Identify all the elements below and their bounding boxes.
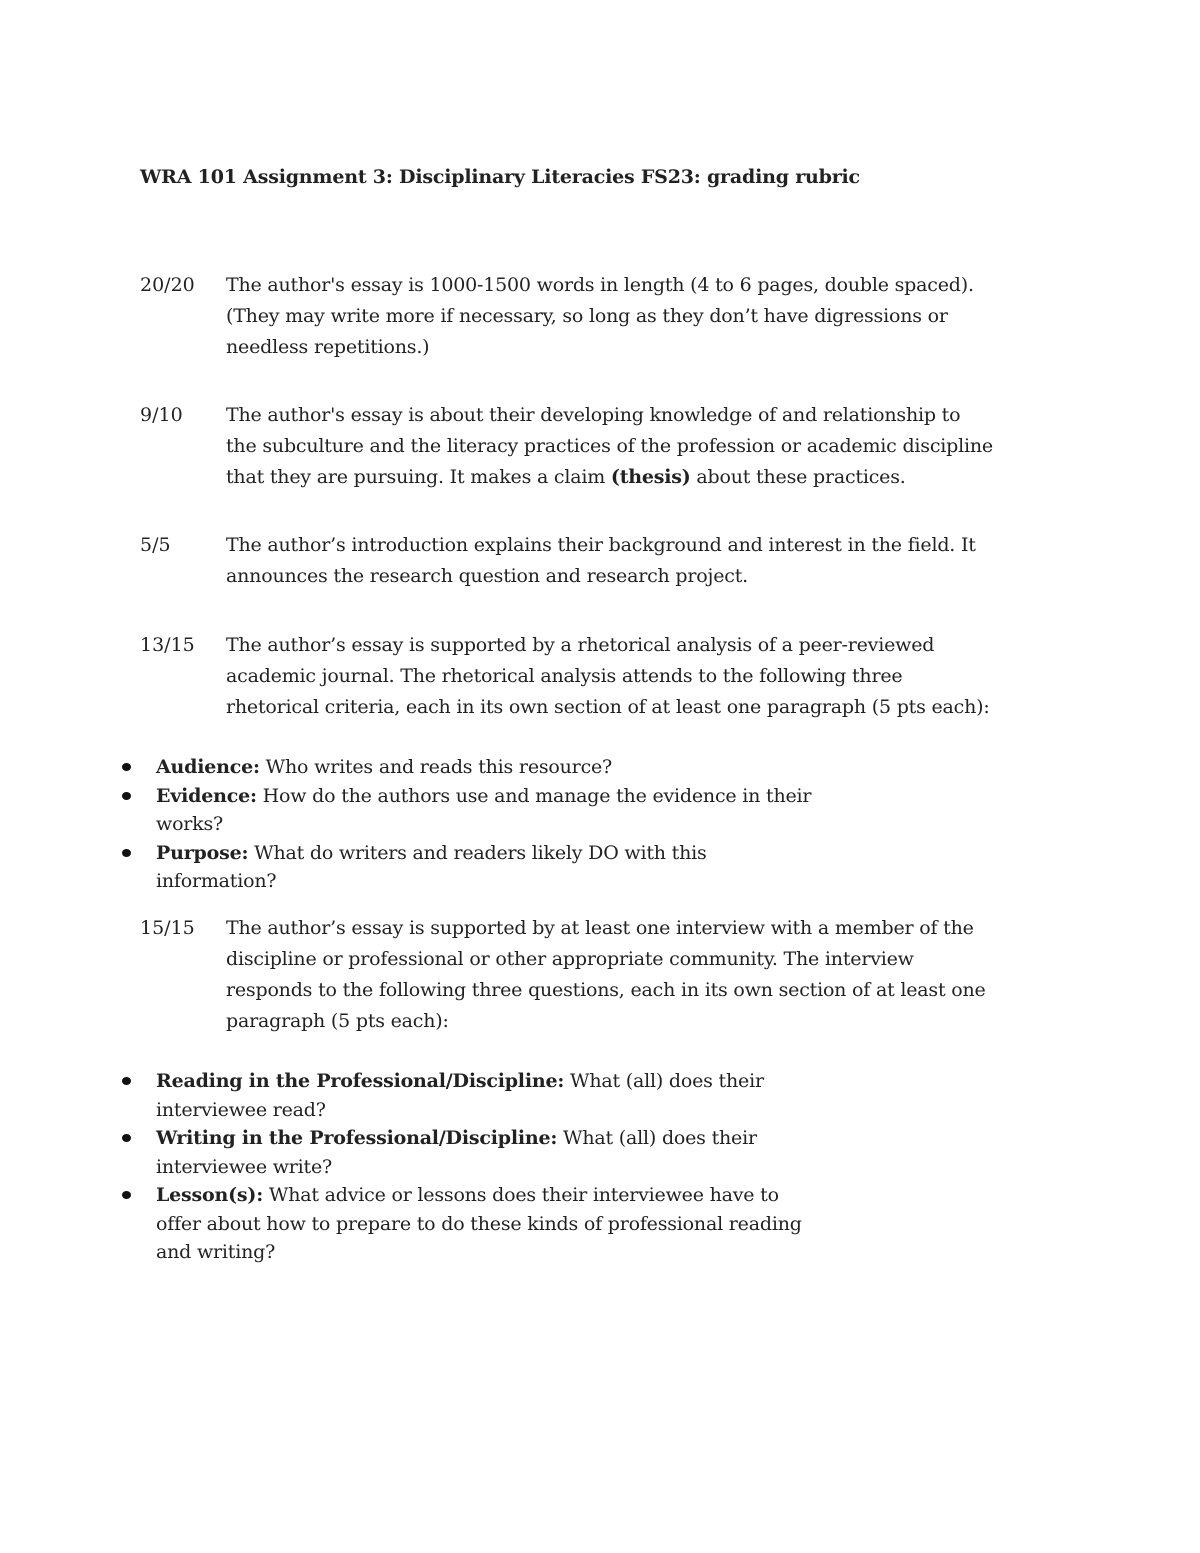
list-item [120, 1181, 820, 1267]
criteria-list [120, 753, 820, 896]
bullet-icon [122, 1134, 131, 1142]
criterion-text: The author's essay is about their developing knowledge of and relationship to the subculture and the literacy practices of the profession or academic discipline that they are pursuing. It makes a claim [226, 404, 993, 488]
document-title: WRA 101 Assignment 3: Disciplinary Literacies FS23: grading rubric [140, 166, 860, 188]
question-text: What (all) does their interviewee write? [156, 1127, 757, 1178]
rubric-criterion: The author’s essay is supported by a rhetorical analysis of a peer-reviewed academic journal. The rhetorical analysis attends to the following three rhetorical criteria, each in its own section of at least one paragraph (5 pts each): [226, 634, 990, 718]
criterion-label: Evidence: [156, 784, 257, 807]
bullet-icon [122, 1191, 131, 1199]
rubric-score: 5/5 [140, 534, 171, 556]
rubric-score: 15/15 [140, 917, 195, 939]
criterion-text: about these practices. [690, 466, 906, 488]
rubric-score: 20/20 [140, 274, 195, 296]
list-item [120, 839, 820, 896]
question-text: What (all) does their interviewee read? [156, 1070, 764, 1121]
questions-list [120, 1067, 820, 1267]
list-item [120, 1067, 820, 1124]
criterion-question: How do the authors use and manage the evidence in their works? [156, 784, 812, 835]
bullet-icon [122, 1077, 131, 1085]
criterion-label: Audience: [156, 756, 260, 778]
criterion-label: Purpose: [156, 841, 249, 864]
bullet-icon [122, 849, 131, 857]
rubric-criterion [226, 400, 996, 493]
list-item [120, 753, 820, 782]
rubric-criterion: The author’s introduction explains their background and interest in the field. It announces the research question and research project. [226, 534, 976, 587]
criterion-question: Who writes and reads this resource? [259, 756, 613, 778]
bullet-icon [122, 792, 131, 800]
rubric-score: 9/10 [140, 404, 183, 426]
question-text: What advice or lessons does their interviewee have to offer about how to prepare to do these kinds of professional reading and writing? [156, 1184, 802, 1263]
list-item [120, 782, 820, 839]
list-item [120, 1124, 820, 1181]
rubric-criterion: The author's essay is 1000-1500 words in length (4 to 6 pages, double spaced). (They may write more if necessary, so long as they don’t have digressions or needless repetitions.) [226, 274, 974, 358]
rubric-score: 13/15 [140, 634, 195, 656]
rubric-criterion: The author’s essay is supported by at least one interview with a member of the discipline or professional or other appropriate community. The interview responds to the following three questions, each in its own section of at least one paragraph (5 pts each): [226, 917, 986, 1032]
bullet-icon [122, 763, 131, 771]
criterion-bold-term: (thesis) [610, 466, 691, 488]
question-label: Writing in the Professional/Discipline: [156, 1127, 558, 1149]
criterion-question: What do writers and readers likely DO with this information? [156, 841, 707, 892]
question-label: Lesson(s): [156, 1184, 264, 1206]
question-label: Reading in the Professional/Discipline: [156, 1070, 565, 1092]
